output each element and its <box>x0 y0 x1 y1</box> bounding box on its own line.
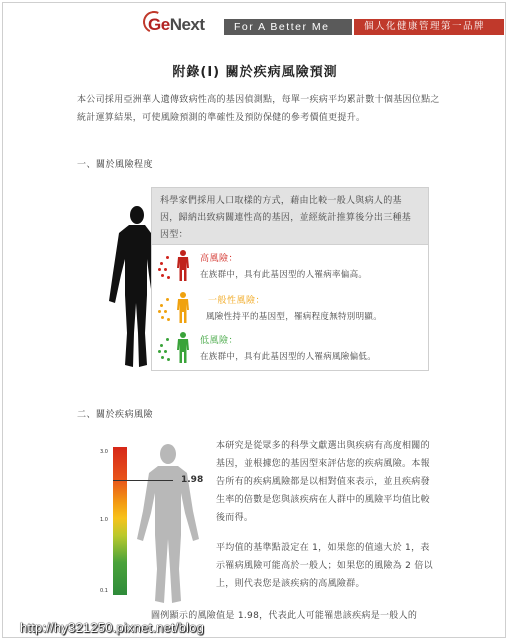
risk-level-desc: 在族群中，具有此基因型的人罹病率偏高。 <box>200 270 368 280</box>
risk-level-label: 一般性風險： <box>208 296 266 306</box>
scale-label-bottom: 0.1 <box>100 588 108 594</box>
scale-label-mid: 1.0 <box>100 517 108 523</box>
scale-label-top: 3.0 <box>100 449 108 455</box>
risk-dots-icon <box>158 338 172 362</box>
risk-level-desc: 在族群中，具有此基因型的人罹病風險偏低。 <box>200 352 377 362</box>
header-bar <box>3 17 503 37</box>
tagline-banner: For A Better Me <box>224 19 352 35</box>
genext-logo: GeNext <box>148 15 205 34</box>
high-risk-person-icon <box>176 250 190 282</box>
risk-row-average <box>152 292 428 332</box>
risk-row-low <box>152 332 428 372</box>
risk-level-desc: 風險性持平的基因型，罹病程度無特別明顯。 <box>206 312 383 322</box>
risk-value-marker-line <box>113 480 173 481</box>
risk-value-marker: 1.98 <box>181 474 204 485</box>
risk-color-scale <box>113 447 127 595</box>
risk-row-high <box>152 250 428 290</box>
disease-risk-paragraph-2: 平均值的基準點設定在 1，如果您的值遠大於 1，表示罹病風險可能高於一般人；如果您的風險為 2 倍以上，則代表您是該疾病的高風險群。 <box>216 543 433 589</box>
average-risk-person-icon <box>176 292 190 324</box>
section-heading-risk-level: 一、關於風險程度 <box>77 160 154 170</box>
risk-dots-icon <box>158 256 172 280</box>
risk-dots-icon <box>158 298 172 322</box>
risk-panel-intro: 科學家們採用人口取樣的方式，藉由比較一般人與病人的基因，歸納出致病關連性高的基因，並經統計推算後分出三種基因型： <box>152 188 428 245</box>
gray-person-icon <box>131 443 205 605</box>
watermark-url: http://hy321250.pixnet.net/blog <box>20 620 205 635</box>
disease-risk-paragraph-1: 本研究是從眾多的科學文獻選出與疾病有高度相關的基因，並根據您的基因型來評估您的疾病風險。本報告所有的疾病風險都是以相對值來表示，並且疾病發生率的倍數是您與該疾病在人群中的風險平均值比較後而得。 <box>216 441 430 523</box>
page-title: 附錄(I) 關於疾病風險預測 <box>172 65 338 80</box>
page <box>2 2 506 638</box>
risk-level-panel <box>151 187 429 371</box>
intro-paragraph: 本公司採用亞洲華人遺傳致病性高的基因偵測點，每單一疾病平均累計數十個基因位點之統計運算結果，可使風險預測的準確性及預防保健的參考價值更提升。 <box>77 95 440 123</box>
section-heading-disease-risk: 二、關於疾病風險 <box>77 410 154 420</box>
example-value-text: 圖例顯示的風險值是 1.98，代表此人可能罹患該疾病是一般人的 <box>151 611 418 621</box>
risk-level-label: 低風險： <box>200 336 239 346</box>
risk-level-label: 高風險： <box>200 254 239 264</box>
slogan-banner: 個人化健康管理第一品牌 <box>354 19 504 35</box>
low-risk-person-icon <box>176 332 190 364</box>
